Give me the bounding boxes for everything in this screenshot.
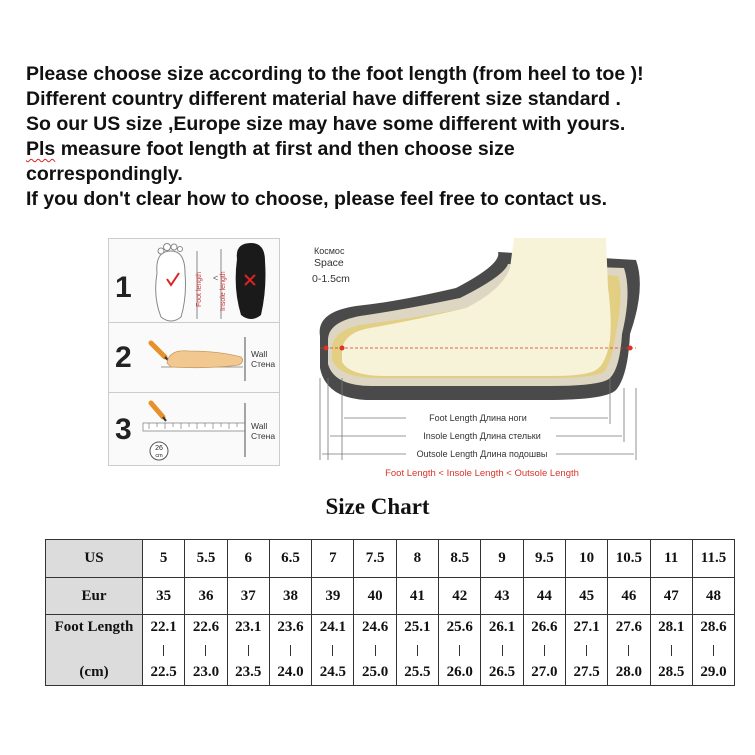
foot-length-min: 23.1 xyxy=(235,619,262,635)
us-size-cell: 10.5 xyxy=(608,540,650,578)
us-size-cell: 5 xyxy=(143,540,185,578)
foot-length-max: 26.0 xyxy=(446,664,473,680)
foot-length-min: 24.1 xyxy=(319,619,346,635)
size-chart-title: Size Chart xyxy=(325,494,430,519)
us-size-cell: 11.5 xyxy=(692,540,734,578)
wall-label: Wall Стена xyxy=(251,421,276,441)
foot-length-max: 24.0 xyxy=(277,664,304,680)
eur-size-cell: 39 xyxy=(312,578,354,615)
instruction-line: So our US size ,Europe size may have some different with yours. xyxy=(26,113,626,135)
foot-length-max: 23.5 xyxy=(235,664,262,680)
us-size-cell: 6.5 xyxy=(269,540,311,578)
foot-length-max: 27.5 xyxy=(573,664,600,680)
range-tick xyxy=(544,645,545,656)
us-size-cell: 7 xyxy=(312,540,354,578)
range-tick xyxy=(671,645,672,656)
foot-length-cell xyxy=(608,615,650,686)
foot-length-cell xyxy=(692,615,734,686)
foot-length-label: Foot Length xyxy=(54,619,134,635)
range-tick xyxy=(290,645,291,656)
foot-length-label: Foot length xyxy=(196,271,203,307)
foot-length-max: 25.0 xyxy=(362,664,389,680)
foot-length-min: 26.6 xyxy=(531,619,558,635)
range-tick xyxy=(163,645,164,656)
instruction-line-rest: measure foot length at first and then choose size xyxy=(55,138,515,160)
eur-size-cell: 38 xyxy=(269,578,311,615)
range-tick xyxy=(713,645,714,656)
foot-outline-icon xyxy=(109,239,279,323)
us-size-cell: 10 xyxy=(565,540,607,578)
range-tick xyxy=(417,645,418,656)
pls-word: Pls xyxy=(26,138,56,160)
step-number: 1 xyxy=(115,271,132,304)
length-comparison: Foot Length < Insole Length < Outsole Length xyxy=(385,468,579,479)
step-number: 3 xyxy=(115,413,132,446)
eur-size-cell: 37 xyxy=(227,578,269,615)
foot-length-min: 28.6 xyxy=(700,619,727,635)
foot-length-cell xyxy=(354,615,396,686)
eur-size-cell: 41 xyxy=(396,578,438,615)
us-size-cell: 7.5 xyxy=(354,540,396,578)
eur-size-cell: 36 xyxy=(185,578,227,615)
space-range: 0-1.5cm xyxy=(312,273,350,285)
ruler-unit: cm xyxy=(155,453,163,459)
instruction-line: Different country different material have different size standard . xyxy=(26,88,621,110)
eur-size-cell: 44 xyxy=(523,578,565,615)
us-size-cell: 5.5 xyxy=(185,540,227,578)
foot-length-cell xyxy=(227,615,269,686)
insole-length-label: Insole length xyxy=(220,271,227,311)
foot-length-min: 23.6 xyxy=(277,619,304,635)
eur-size-cell: 43 xyxy=(481,578,523,615)
foot-length-max: 23.0 xyxy=(192,664,220,680)
foot-length-cell xyxy=(312,615,354,686)
us-size-cell: 11 xyxy=(650,540,692,578)
us-size-cell: 9 xyxy=(481,540,523,578)
instruction-line: If you don't clear how to choose, please feel free to contact us. xyxy=(26,188,608,210)
foot-length-cell xyxy=(523,615,565,686)
foot-length-max: 28.5 xyxy=(658,664,685,680)
foot-length-min: 27.6 xyxy=(615,619,643,635)
foot-length-cell xyxy=(396,615,438,686)
eur-size-cell: 40 xyxy=(354,578,396,615)
insole-length-text: Insole Length Длина стельки xyxy=(423,431,541,441)
ruler-mark: 26 xyxy=(155,445,163,452)
eur-size-cell: 45 xyxy=(565,578,607,615)
foot-length-max: 24.5 xyxy=(319,664,346,680)
range-tick xyxy=(628,645,629,656)
eur-size-cell: 46 xyxy=(608,578,650,615)
step-2-panel xyxy=(108,322,280,394)
unit-label: (cm) xyxy=(79,664,109,680)
eur-size-cell: 47 xyxy=(650,578,692,615)
us-size-cell: 9.5 xyxy=(523,540,565,578)
range-tick xyxy=(375,645,376,656)
foot-length-min: 28.1 xyxy=(658,619,685,635)
outsole-length-text: Outsole Length Длина подошвы xyxy=(416,449,548,459)
wall-label: Wall Стена xyxy=(251,349,276,369)
row-label-eur: Eur xyxy=(46,578,143,615)
instruction-line: Please choose size according to the foot length (from heel to toe )! xyxy=(26,63,644,85)
foot-length-cell xyxy=(439,615,481,686)
shoe-diagram xyxy=(306,228,658,488)
instructions xyxy=(26,62,746,212)
range-tick xyxy=(332,645,333,656)
us-size-cell: 6 xyxy=(227,540,269,578)
range-tick xyxy=(586,645,587,656)
range-tick xyxy=(459,645,460,656)
us-size-cell: 8 xyxy=(396,540,438,578)
eur-size-cell: 48 xyxy=(692,578,734,615)
space-label-en: Space xyxy=(314,257,344,269)
foot-length-min: 22.1 xyxy=(150,619,177,635)
range-tick xyxy=(205,645,206,656)
foot-length-max: 25.5 xyxy=(404,664,431,680)
row-label-foot-length xyxy=(46,615,143,686)
foot-length-min: 22.6 xyxy=(192,619,220,635)
foot-length-min: 26.1 xyxy=(488,619,516,635)
eur-size-cell: 35 xyxy=(143,578,185,615)
instruction-line xyxy=(26,137,746,162)
foot-length-max: 26.5 xyxy=(488,664,516,680)
measuring-steps xyxy=(108,238,280,466)
foot-length-cell xyxy=(143,615,185,686)
eur-size-cell: 42 xyxy=(439,578,481,615)
foot-length-min: 27.1 xyxy=(573,619,600,635)
foot-length-cell xyxy=(481,615,523,686)
foot-length-max: 28.0 xyxy=(615,664,643,680)
foot-length-max: 29.0 xyxy=(700,664,727,680)
foot-length-cell xyxy=(269,615,311,686)
row-label-us: US xyxy=(46,540,143,578)
size-chart-table xyxy=(45,539,735,686)
range-tick xyxy=(502,645,503,656)
step-1-panel xyxy=(108,238,280,324)
foot-length-min: 24.6 xyxy=(362,619,389,635)
table-row-eur xyxy=(46,578,735,615)
step-number: 2 xyxy=(115,341,132,374)
range-tick xyxy=(248,645,249,656)
foot-length-cell xyxy=(185,615,227,686)
svg-text:<: < xyxy=(213,273,219,283)
foot-length-max: 22.5 xyxy=(150,664,177,680)
foot-length-cell xyxy=(565,615,607,686)
space-label-ru: Космос xyxy=(314,246,345,256)
foot-length-min: 25.6 xyxy=(446,619,473,635)
table-row-foot-length xyxy=(46,615,735,686)
step-3-panel xyxy=(108,392,280,466)
foot-length-max: 27.0 xyxy=(531,664,558,680)
foot-length-text: Foot Length Длина ноги xyxy=(429,413,527,423)
us-size-cell: 8.5 xyxy=(439,540,481,578)
table-row-us xyxy=(46,540,735,578)
instruction-line: correspondingly. xyxy=(26,163,183,185)
foot-length-cell xyxy=(650,615,692,686)
foot-length-min: 25.1 xyxy=(404,619,431,635)
